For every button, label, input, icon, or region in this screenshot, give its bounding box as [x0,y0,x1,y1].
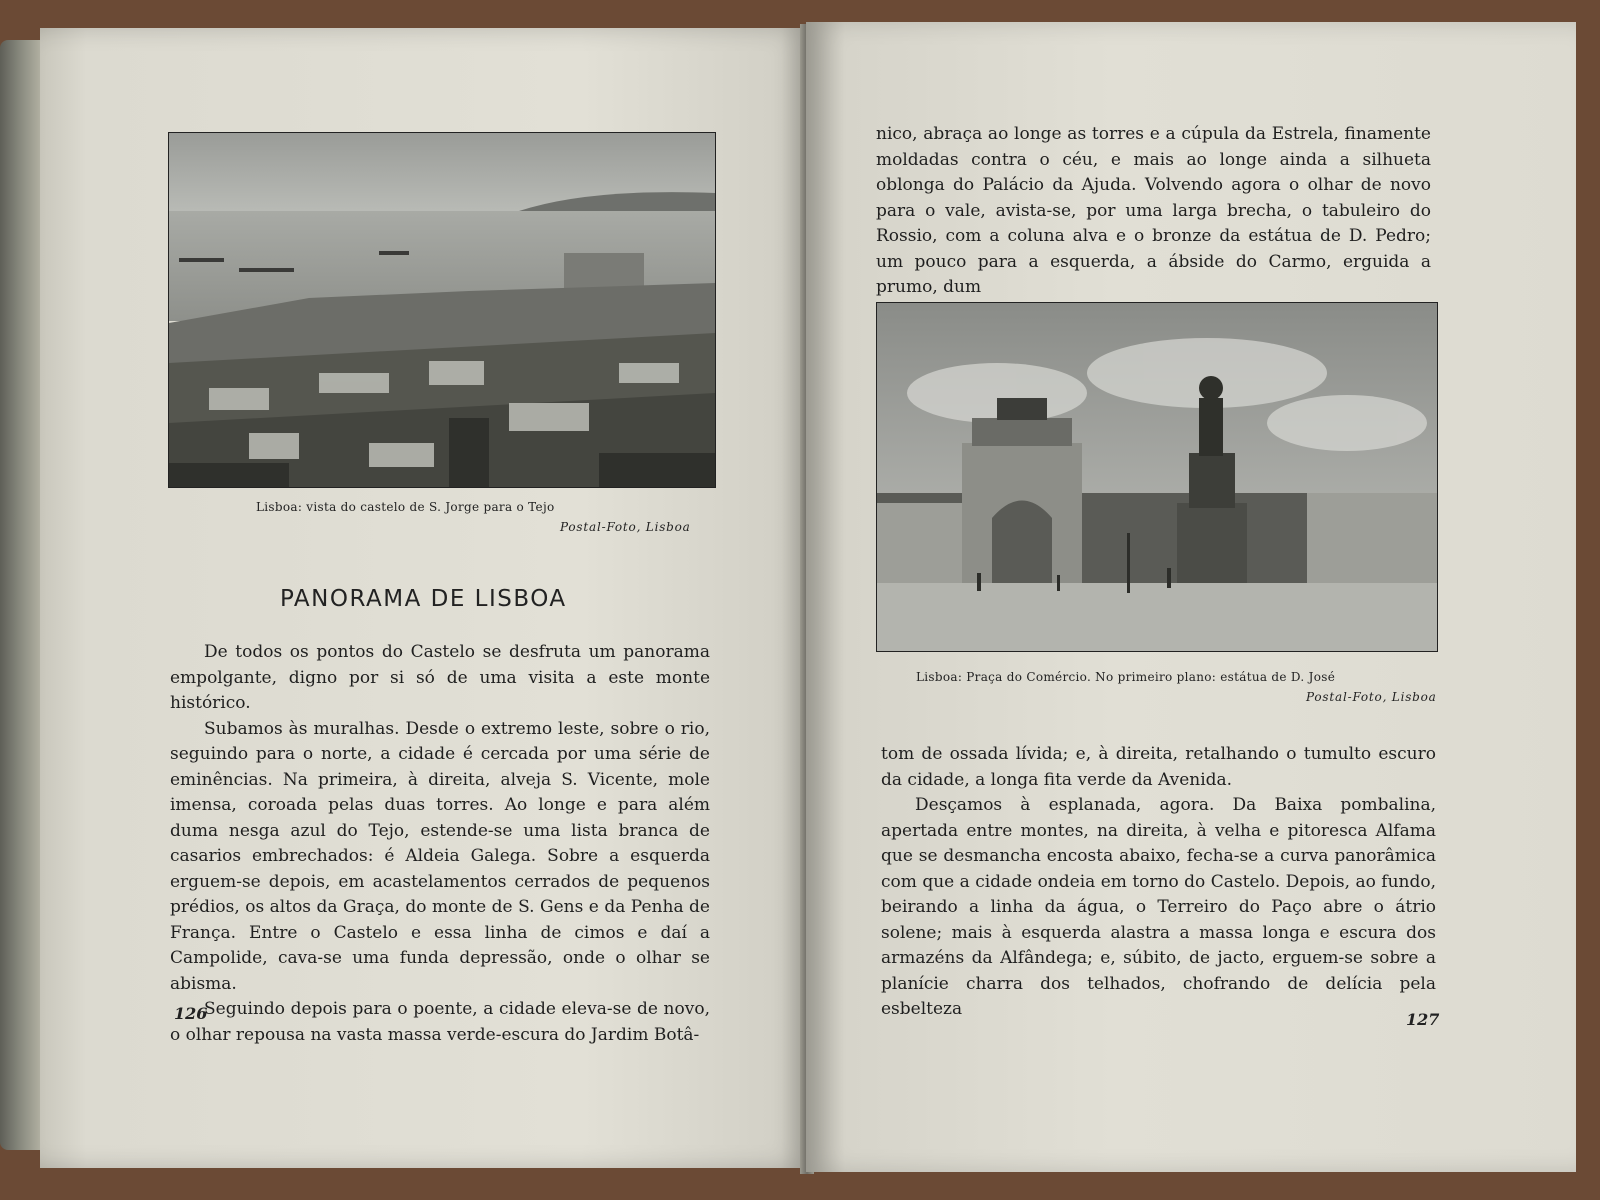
photo-lisbon-castle-view [168,132,716,488]
paragraph: De todos os pontos do Castelo se desfruta um panorama empolgante, digno por si só de uma visita a este monte histórico. [170,642,710,713]
paragraph: Desçamos à esplanada, agora. Da Baixa pombalina, apertada entre montes, na direita, à velha e pitoresca Alfama que se desmancha encosta abaixo, fecha-se a curva panorâmica com que a cidade ondeia em torno do Castelo. Depois, ao fundo, beirando a linha da água, o Terreiro do Paço abre o átrio solene; mais à esquerda alastra a massa longa e escura dos armazéns da Alfândega; e, súbito, de jacto, erguem-se sobre a planície charra dos telhados, chofrando de delícia pela esbelteza [881,795,1436,1019]
photo-caption: Lisboa: vista do castelo de S. Jorge para o Tejo [256,500,555,514]
right-body-text [881,742,1436,1023]
paragraph: nico, abraça ao longe as torres e a cúpula da Estrela, finamente moldadas contra o céu, e mais ao longe ainda a silhueta oblonga do Palácio da Ajuda. Volvendo agora o olhar de novo para o vale, avista-se, por uma larga brecha, o tabuleiro do Rossio, com a coluna alva e o bronze da estátua de D. Pedro; um pouco para a esquerda, a ábside do Carmo, erguida a prumo, dum [876,124,1431,297]
left-body-text [170,640,710,1048]
right-top-text [876,122,1431,301]
right-page [806,22,1576,1172]
page-number: 127 [1406,1010,1440,1029]
left-page [40,28,812,1168]
photo-credit: Postal-Foto, Lisboa [560,520,691,534]
photo-illustration [169,133,715,487]
photo-praca-do-comercio [876,302,1438,652]
paragraph: Subamos às muralhas. Desde o extremo leste, sobre o rio, seguindo para o norte, a cidade é cercada por uma série de eminências. Na primeira, à direita, alveja S. Vicente, mole imensa, coroada pelas duas torres. Ao longe e para além duma nesga azul do Tejo, estende-se uma lista branca de casarios embrechados: é Aldeia Galega. Sobre a esquerda erguem-se depois, em acastelamentos cerrados de pequenos prédios, os altos da Graça, do monte de S. Gens e da Penha de França. Entre o Castelo e essa linha de cimos e daí a Campolide, cava-se uma funda depressão, onde o olhar se abisma. [170,718,710,994]
paragraph: Seguindo depois para o poente, a cidade eleva-se de novo, o olhar repousa na vasta massa verde-escura do Jardim Botâ- [170,999,710,1045]
chapter-title: PANORAMA DE LISBOA [280,586,567,612]
photo-caption: Lisboa: Praça do Comércio. No primeiro plano: estátua de D. José [916,670,1336,684]
paragraph: tom de ossada lívida; e, à direita, retalhando o tumulto escuro da cidade, a longa fita verde da Avenida. [881,744,1436,790]
page-number: 126 [174,1004,208,1023]
photo-illustration [877,303,1437,651]
photo-credit: Postal-Foto, Lisboa [1306,690,1437,704]
